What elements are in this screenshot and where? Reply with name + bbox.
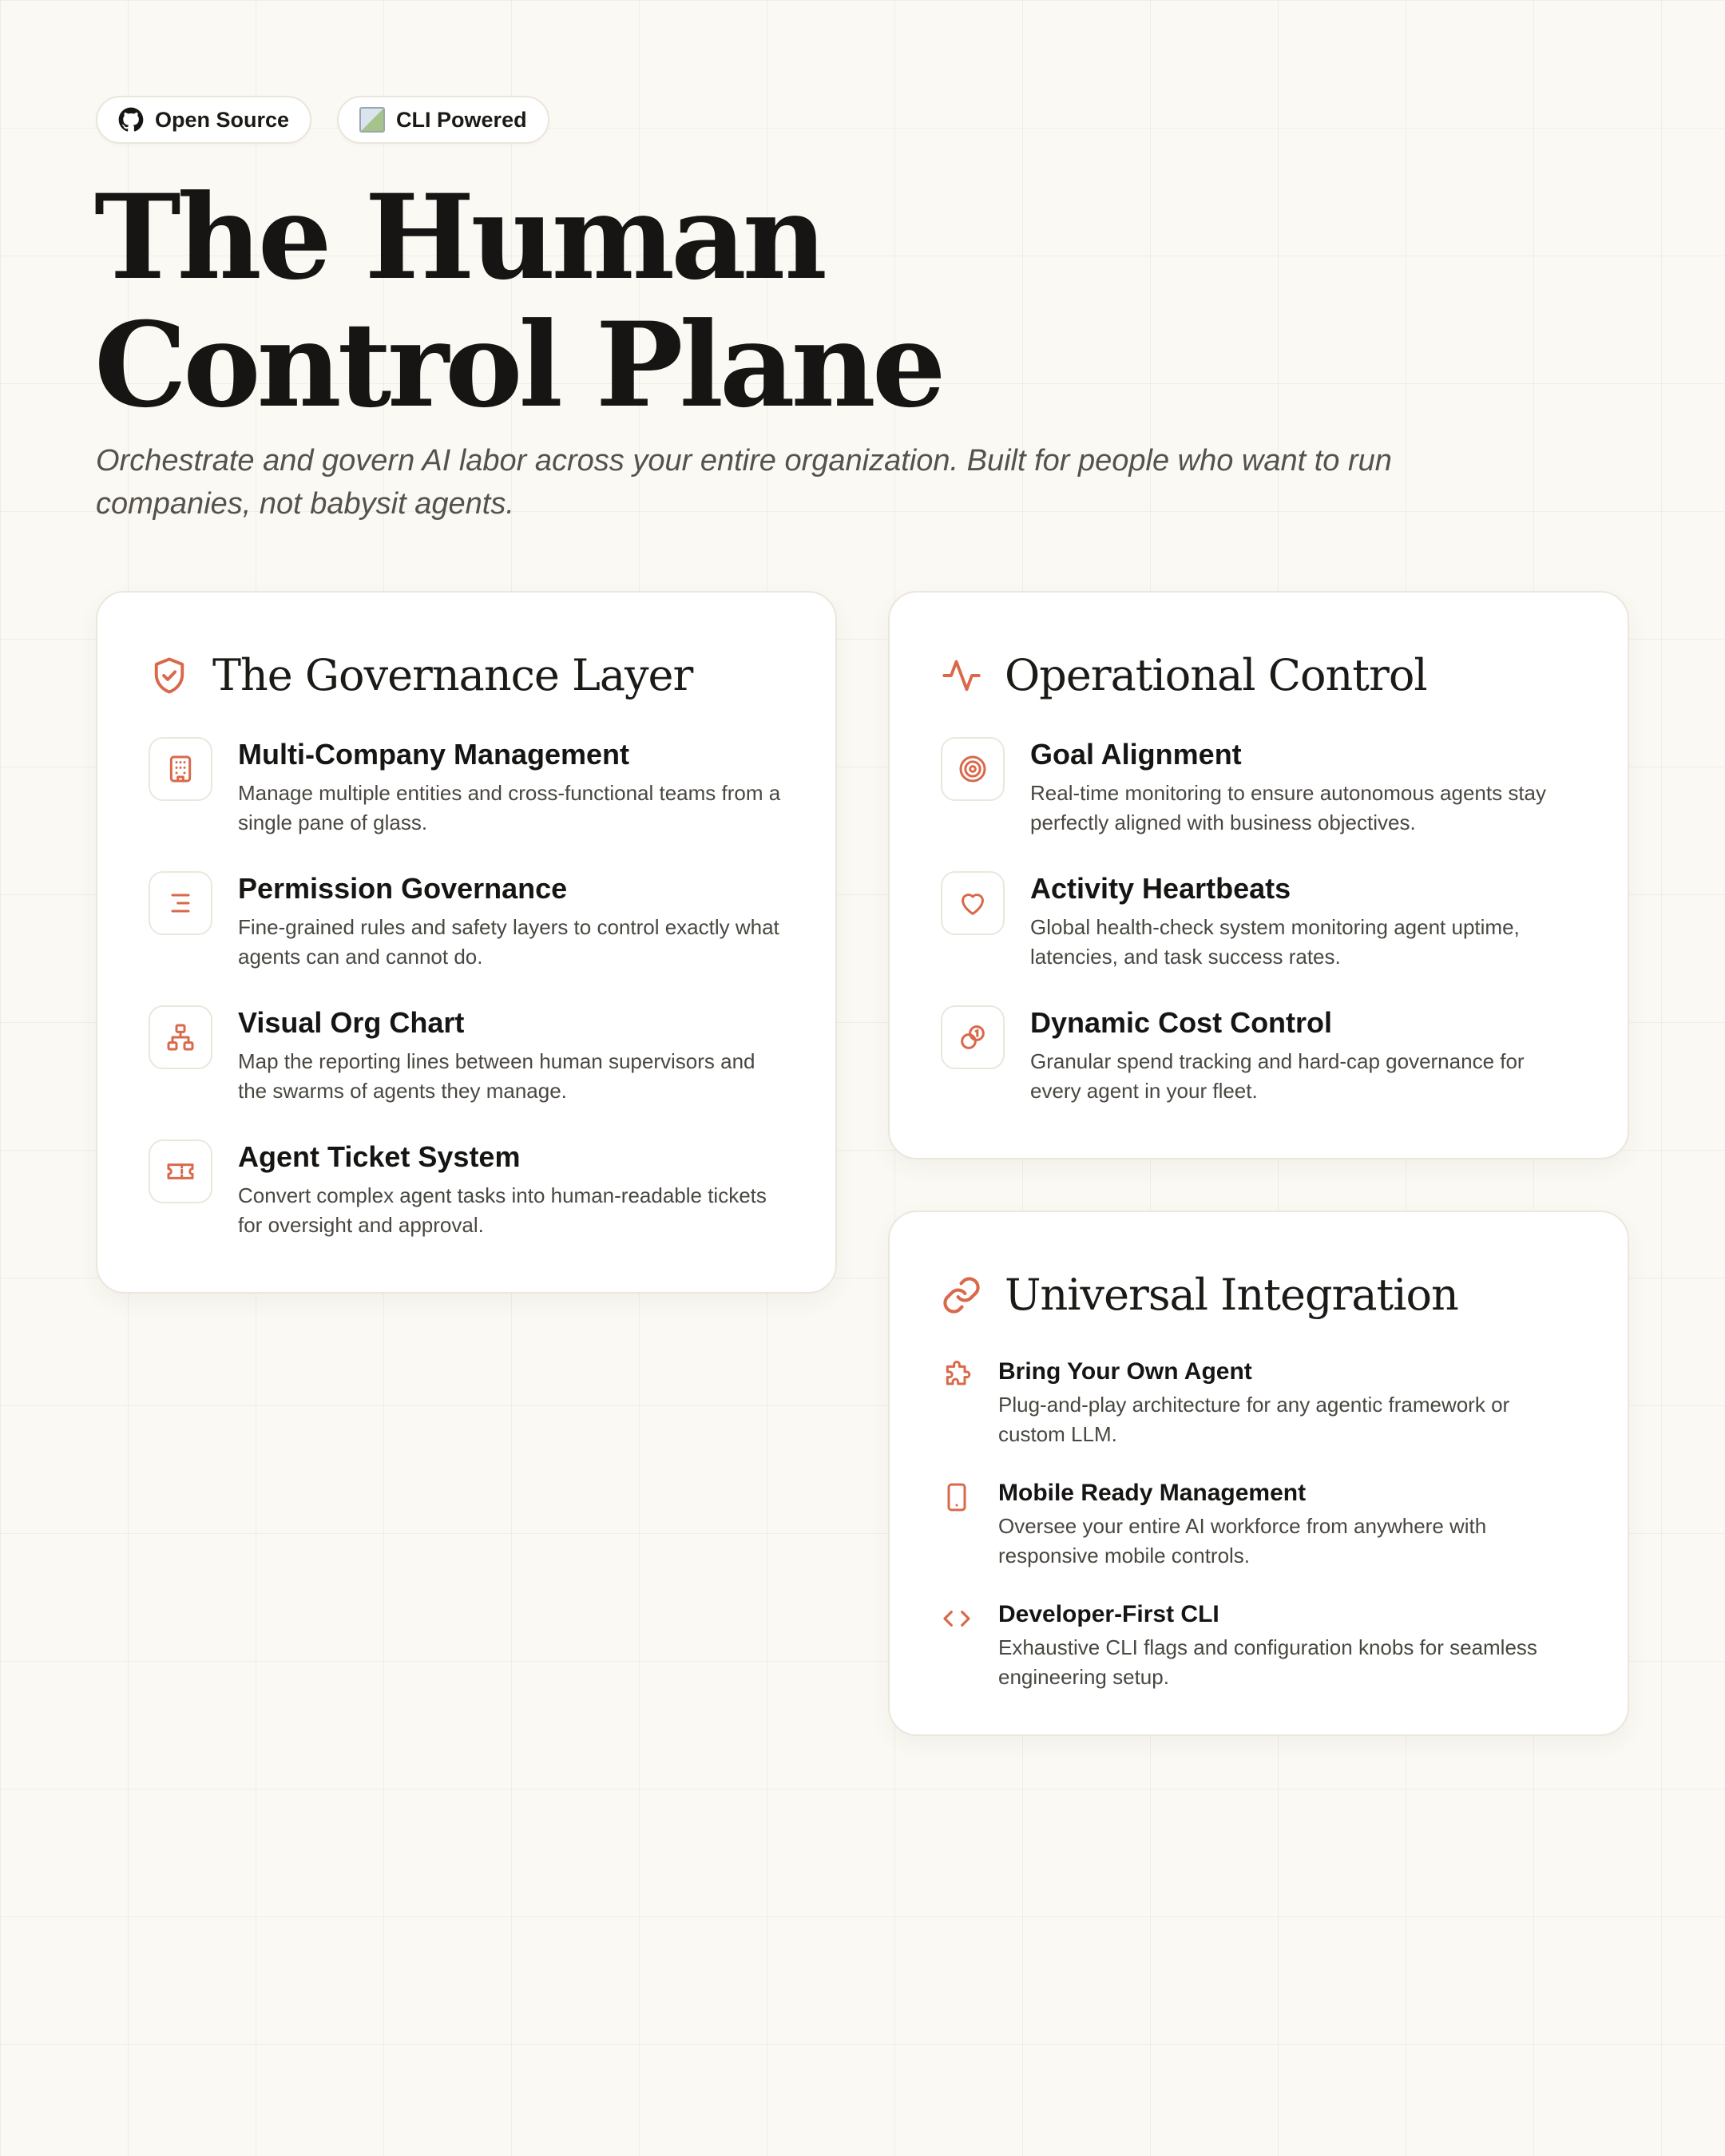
feature-mobile-ready-management (941, 1478, 1576, 1571)
feature-description: Fine-grained rules and safety layers to control exactly what agents can and cannot do. (238, 915, 779, 969)
activity-icon (941, 655, 982, 696)
target-icon (941, 737, 1005, 801)
open-source-badge[interactable] (96, 96, 311, 144)
ticket-icon (149, 1139, 212, 1203)
page-subtitle: Orchestrate and govern AI labor across your entire organization. Built for people who want to run companies, not babysit agents. (96, 444, 1392, 521)
feature-goal-alignment (941, 737, 1576, 838)
feature-description: Plug-and-play architecture for any agentic framework or custom LLM. (998, 1393, 1510, 1446)
code-icon (941, 1603, 973, 1635)
cli-powered-badge[interactable] (337, 96, 549, 144)
feature-title: Mobile Ready Management (998, 1480, 1307, 1506)
feature-description: Map the reporting lines between human supervisors and the swarms of agents they manage. (238, 1049, 755, 1103)
integration-card (888, 1211, 1629, 1736)
feature-title: Developer-First CLI (998, 1601, 1219, 1627)
card-title: Operational Control (1005, 650, 1427, 700)
feature-title: Permission Governance (238, 872, 568, 905)
feature-title: Dynamic Cost Control (1030, 1006, 1333, 1039)
feature-title: Bring Your Own Agent (998, 1358, 1252, 1385)
governance-card-header (149, 650, 784, 700)
github-icon (118, 107, 144, 133)
card-title: Universal Integration (1005, 1270, 1458, 1320)
feature-description: Global health-check system monitoring agent uptime, latencies, and task success rates. (1030, 915, 1520, 969)
feature-description: Oversee your entire AI workforce from anywhere with responsive mobile controls. (998, 1514, 1487, 1567)
card-title: The Governance Layer (212, 650, 693, 700)
heart-icon (941, 871, 1005, 935)
feature-title: Goal Alignment (1030, 738, 1242, 771)
link-icon (941, 1274, 982, 1316)
shield-check-icon (149, 655, 190, 696)
feature-title: Visual Org Chart (238, 1006, 465, 1039)
feature-activity-heartbeats (941, 871, 1576, 972)
feature-multi-company (149, 737, 784, 838)
badge-label: CLI Powered (396, 107, 527, 132)
operational-card-header (941, 650, 1576, 700)
feature-description: Real-time monitoring to ensure autonomous agents stay perfectly aligned with business objectives. (1030, 781, 1547, 834)
feature-title: Activity Heartbeats (1030, 872, 1291, 905)
feature-description: Exhaustive CLI flags and configuration knobs for seamless engineering setup. (998, 1635, 1537, 1689)
list-rules-icon (149, 871, 212, 935)
feature-agent-ticket-system (149, 1139, 784, 1240)
feature-title: Agent Ticket System (238, 1140, 521, 1173)
integration-card-header (941, 1270, 1576, 1320)
broken-image-icon (359, 107, 385, 133)
feature-title: Multi-Company Management (238, 738, 630, 771)
operational-card (888, 591, 1629, 1159)
org-chart-icon (149, 1005, 212, 1069)
feature-visual-org-chart (149, 1005, 784, 1106)
feature-description: Convert complex agent tasks into human-readable tickets for oversight and approval. (238, 1183, 767, 1237)
page-title: The Human Control Plane (94, 169, 942, 434)
feature-developer-first-cli (941, 1599, 1576, 1692)
feature-description: Granular spend tracking and hard-cap governance for every agent in your fleet. (1030, 1049, 1525, 1103)
feature-permission-governance (149, 871, 784, 972)
coins-icon (941, 1005, 1005, 1069)
puzzle-icon (941, 1360, 973, 1392)
feature-description: Manage multiple entities and cross-functional teams from a single pane of glass. (238, 781, 781, 834)
feature-dynamic-cost-control (941, 1005, 1576, 1106)
badge-label: Open Source (155, 107, 290, 132)
building-icon (149, 737, 212, 801)
governance-card (96, 591, 837, 1294)
feature-bring-your-own-agent (941, 1357, 1576, 1449)
badge-row (96, 96, 549, 144)
smartphone-icon (941, 1481, 973, 1513)
